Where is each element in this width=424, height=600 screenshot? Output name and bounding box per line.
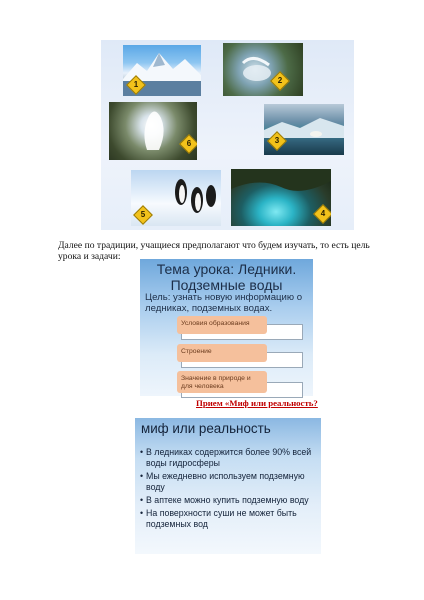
task-label: Значение в природе и для человека xyxy=(177,371,267,393)
slide-title: Тема урока: Ледники. Подземные воды xyxy=(156,261,297,293)
photo-spring-water xyxy=(223,43,303,96)
photo-penguins xyxy=(131,170,221,226)
method-heading: Прием «Миф или реальность? xyxy=(196,398,318,408)
task-label: Условия образования xyxy=(177,316,267,334)
intro-paragraph: Далее по традиции, учащиеся предполагают что будем изучать, то есть цель урока и задачи: xyxy=(58,240,370,262)
number-badge: 5 xyxy=(133,205,153,225)
statement-item: • В аптеке можно купить подземную воду xyxy=(140,495,318,506)
lesson-goal: Цель: узнать новую информацию о ледниках, подземных водах. xyxy=(145,292,303,314)
geyser-illustration xyxy=(109,102,197,160)
number-badge: 1 xyxy=(126,75,146,95)
statements-list xyxy=(140,447,318,532)
number-badge: 3 xyxy=(267,131,287,151)
myth-or-reality-slide xyxy=(135,418,321,554)
photo-cave-lake xyxy=(231,169,331,226)
photo-geyser xyxy=(109,102,197,160)
photo-glacier-mountains xyxy=(123,45,201,96)
number-badge: 4 xyxy=(313,204,331,224)
slide-title: миф или реальность xyxy=(141,421,271,436)
spring-illustration xyxy=(223,43,303,96)
photo-ice-bears xyxy=(264,104,344,155)
number-badge: 6 xyxy=(179,134,197,154)
statement-item: • В ледниках содержится более 90% всей воды гидросферы xyxy=(140,447,318,469)
lesson-topic-slide xyxy=(140,259,313,396)
number-badge: 2 xyxy=(270,71,290,91)
photo-collage-slide xyxy=(101,40,354,230)
statement-item: • Мы ежедневно используем подземную воду xyxy=(140,471,318,493)
statement-item: • На поверхности суши не может быть подземных вод xyxy=(140,508,318,530)
task-label: Строение xyxy=(177,344,267,362)
